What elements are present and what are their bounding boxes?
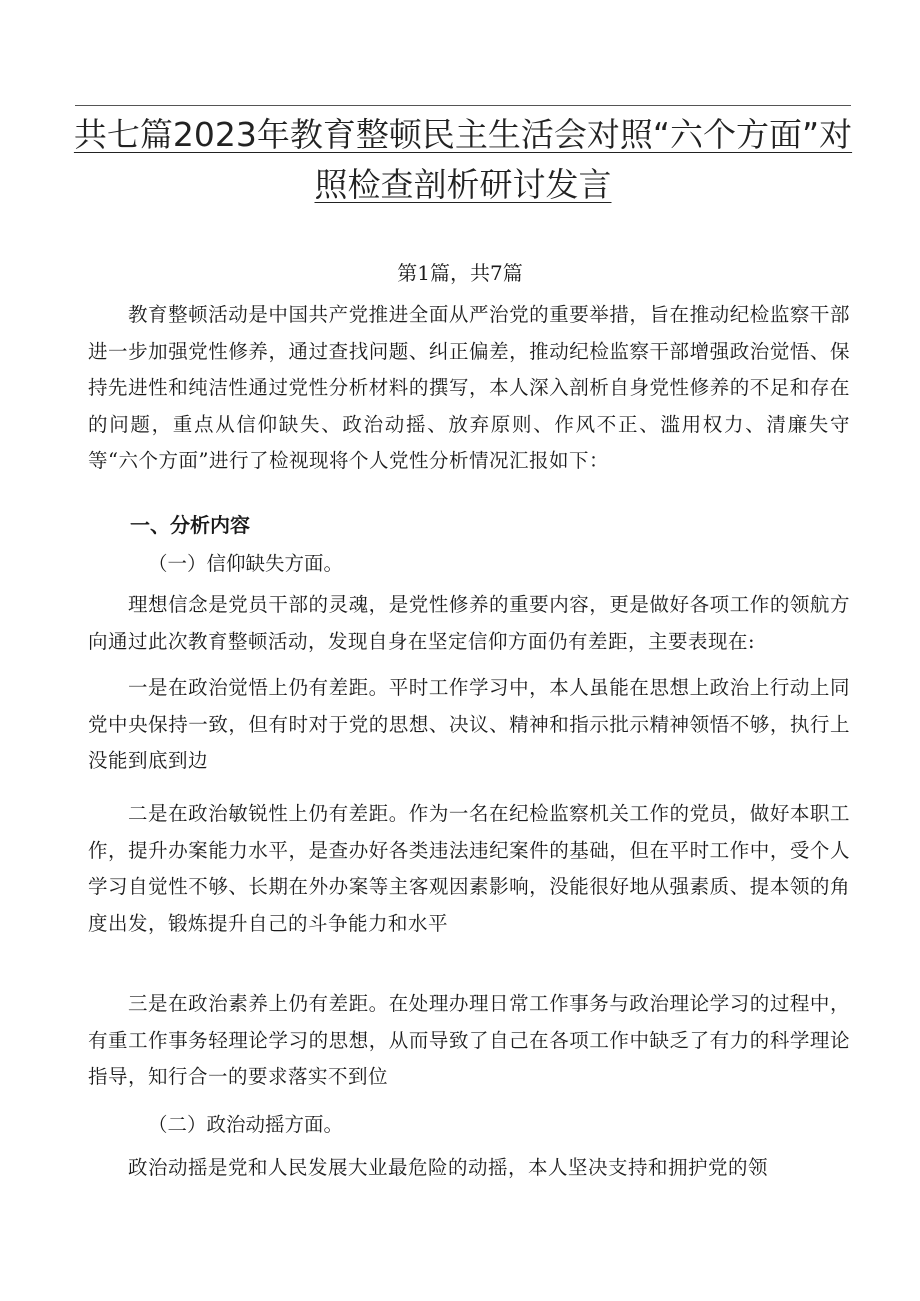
intro-paragraph: 教育整顿活动是中国共产党推进全面从严治党的重要举措，旨在推动纪检监察干部进一步加强党性修养，通过查找问题、纠正偏差，推动纪检监察干部增强政治觉悟、保持先进性和纯洁性通过党性分析材料的撰写，本人深入剖析自身党性修养的不足和存在的问题，重点从信仰缺失、政治动摇、放弃原则、作风不正、滥用权力、清廉失守等“六个方面”进行了检视现将个人党性分析情况汇报如下： [88, 303, 850, 472]
point-1-paragraph: 一是在政治觉悟上仍有差距。平时工作学习中，本人虽能在思想上政治上行动上同党中央保持一致，但有时对于党的思想、决议、精神和指示批示精神领悟不够，执行上没能到底到边 [88, 676, 850, 772]
title-line-2: 照检查剖析研讨发言 [314, 165, 612, 204]
political-intro-paragraph: 政治动摇是党和人民发展大业最危险的动摇，本人坚决支持和拥护党的领 [128, 1156, 769, 1179]
subheading-belief: （一）信仰缺失方面。 [148, 552, 344, 575]
point-2-paragraph: 二是在政治敏锐性上仍有差距。作为一名在纪检监察机关工作的党员，做好本职工作，提升办案能力水平，是查办好各类违法违纪案件的基础，但在平时工作中，受个人学习自觉性不够、长期在外办案等主客观因素影响，没能很好地从强素质、提本领的角度出发，锻炼提升自己的斗争能力和水平 [88, 802, 850, 935]
title-line-1: 共七篇2023年教育整顿民主生活会对照“六个方面”对 [73, 115, 853, 154]
section-heading-analysis: 一、分析内容 [130, 513, 250, 537]
top-rule [75, 105, 851, 106]
subheading-political: （二）政治动摇方面。 [148, 1113, 344, 1136]
belief-intro-paragraph: 理想信念是党员干部的灵魂，是党性修养的重要内容，更是做好各项工作的领航方向通过此次教育整顿活动，发现自身在坚定信仰方面仍有差距，主要表现在: [88, 593, 850, 653]
part-indicator: 第1篇，共7篇 [397, 261, 523, 285]
point-3-paragraph: 三是在政治素养上仍有差距。在处理办理日常工作事务与政治理论学习的过程中，有重工作事务轻理论学习的思想，从而导致了自己在各项工作中缺乏了有力的科学理论指导，知行合一的要求落实不到位 [88, 992, 850, 1088]
document-title [72, 110, 854, 210]
